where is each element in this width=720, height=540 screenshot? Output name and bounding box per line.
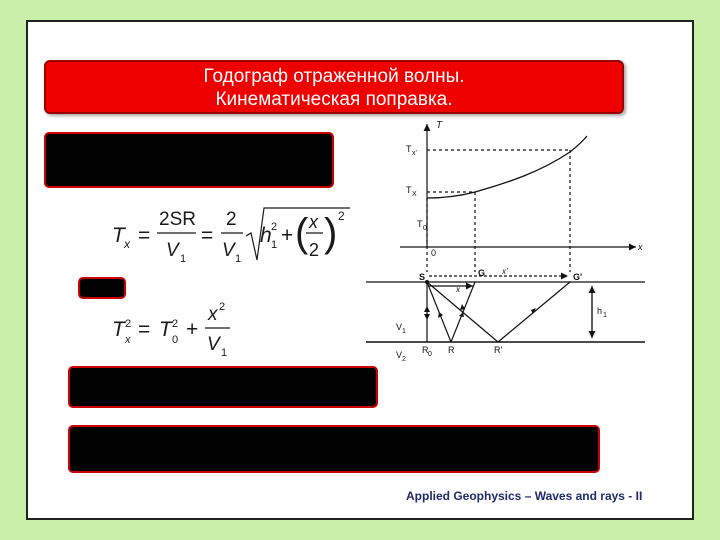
f1-frac1-den-sub: 1 [180,253,187,265]
f1-lhs: T [112,224,125,247]
f2-num-exp: 2 [219,301,226,313]
redacted-box-2 [78,277,126,299]
f1-eq1: = [138,224,151,247]
f2-num: x [208,304,218,325]
f1-lhs-sub: x [124,237,130,251]
slide-title [44,60,624,114]
label-R0: R [422,345,429,355]
label-R: R [448,345,455,355]
label-tx: T [406,185,412,195]
f2-eq: = [138,318,151,341]
f2-lhs-exp: 2 [125,318,132,330]
f2-den: V [207,334,220,355]
label-x-axis: x [638,242,643,252]
label-tx-sub: X [412,191,417,198]
label-V1: V [396,322,403,332]
label-V1-sub: 1 [402,328,406,335]
redacted-box-1 [44,132,334,188]
label-t0-sub: 0 [423,225,427,232]
label-T: T [436,120,443,131]
f1-frac2-den: V [222,240,235,261]
f1-h-sub: 1 [271,239,278,251]
label-V2: V [396,350,403,360]
redacted-box-4 [68,425,600,473]
formula-traveltime [110,200,360,270]
title-line-2: Кинематическая поправка. [215,89,453,110]
title-line-1: Годограф отраженной волны. [203,66,465,87]
label-G: G [478,268,486,278]
f2-t0: T [159,318,172,341]
f1-h-exp: 2 [271,221,278,233]
f2-lhs: T [112,318,125,341]
label-x: x [456,285,460,294]
f1-frac1-num: 2SR [159,209,196,230]
f2-t0-exp: 2 [172,318,179,330]
label-G-prime: G' [573,272,583,282]
ray-arrow-2 [424,314,430,320]
label-h1: h [597,306,603,316]
label-x-prime: x' [502,267,508,276]
label-tx-prime-sub: x' [412,150,417,157]
f2-plus: + [186,318,199,341]
f1-paren-exp: 2 [338,209,345,223]
f1-lparen: ( [295,211,309,255]
label-tx-prime: T [406,144,412,154]
formula-hyperbola [110,298,270,362]
traveltime-curve [427,136,587,198]
label-zero: 0 [431,248,437,258]
reflection-diagram [360,110,660,375]
f2-t0-sub: 0 [172,334,179,346]
source-point [425,280,429,284]
f1-frac2-den-sub: 1 [235,253,242,265]
f1-eq2: = [201,224,214,247]
redacted-box-3 [68,366,378,408]
label-R-prime: R' [494,345,503,355]
ray-s-r-prime [427,282,498,342]
f1-rparen: ) [324,211,338,255]
f1-frac2-num: 2 [226,209,237,230]
f2-lhs-sub: x [125,334,131,346]
f1-h: h [260,224,272,247]
f1-half-den: 2 [309,240,320,260]
label-h1-sub: 1 [603,312,607,319]
f2-den-sub: 1 [221,347,228,359]
slide-footer: Applied Geophysics – Waves and rays - II [406,489,643,503]
label-R0-sub: 0 [428,351,432,358]
f1-x: x [309,212,318,232]
ray-arrow-1 [424,306,430,312]
ray-arrow-5 [460,304,465,310]
f1-plus: + [281,224,294,247]
f1-frac1-den: V [166,240,179,261]
label-V2-sub: 2 [402,356,406,363]
label-S: S [419,272,426,282]
label-t0: T [417,219,423,229]
